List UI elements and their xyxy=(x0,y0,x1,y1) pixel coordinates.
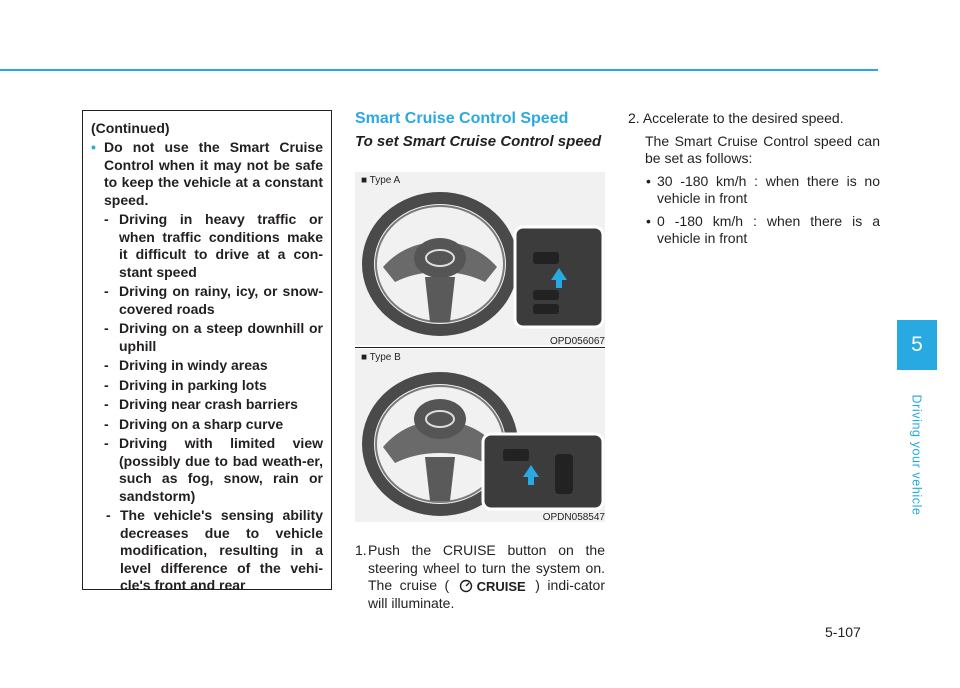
warning-item: - Driving with limited view (possibly due to bad weath-er, such as fog, snow, rain or sandstorm) xyxy=(104,435,323,504)
warning-item-text: Driving on rainy, icy, or snow-covered roads xyxy=(119,283,323,317)
warning-item-text: The vehicle's sensing ability decreases due to vehicle modification, resulting in a level difference of the vehi-cle's front and rear xyxy=(120,507,323,593)
chapter-side-title xyxy=(897,380,937,530)
warning-item-text: Driving in parking lots xyxy=(119,376,267,393)
step-1-text-before: Push the CRUISE button on the steering wheel to turn the system on. The cruise ( xyxy=(368,542,605,593)
bullet-dot-icon: • xyxy=(91,139,96,155)
step-2-text: Accelerate to the desired speed. xyxy=(642,110,844,126)
warning-item: - Driving on a steep downhill or uphill xyxy=(104,320,323,354)
cruise-indicator-label: CRUISE xyxy=(476,578,526,594)
figure-code: OPDN058547 xyxy=(542,512,605,523)
section-heading: Smart Cruise Control Speed xyxy=(355,110,569,127)
step-2 xyxy=(628,110,880,248)
chapter-title: Driving your vehicle xyxy=(910,394,925,516)
warning-item: - Driving in heavy traffic or when traffic conditions make it difficult to drive at a con-stant speed xyxy=(104,211,323,280)
figure-code: OPD056067 xyxy=(549,336,605,347)
speedometer-icon xyxy=(459,579,473,593)
chapter-tab xyxy=(897,320,937,370)
warning-bullet xyxy=(91,139,323,209)
figure-label: ■ Type B xyxy=(361,352,401,363)
speed-range-text: 30 -180 km/h : when there is no vehicle in front xyxy=(657,172,880,206)
warning-item: - Driving near crash barriers xyxy=(104,396,298,412)
figure-divider xyxy=(355,347,605,348)
warning-item: - The vehicle's sensing ability decreases due to vehicle modification, resulting in a level difference of the vehi-cle's front and rear xyxy=(106,507,323,593)
steering-wheel-figure-b xyxy=(355,349,605,522)
step-1-text-after: ) indi-cator will illuminate. xyxy=(368,577,606,612)
step-2-paragraph: The Smart Cruise Control speed can be set as follows: xyxy=(645,132,880,166)
warning-item-text: Driving on a steep downhill or uphill xyxy=(119,320,323,354)
speed-range-item: • 30 -180 km/h : when there is no vehicle in front xyxy=(646,172,880,206)
warning-continued: (Continued) xyxy=(91,120,170,136)
steering-wheel-a-illustration xyxy=(355,172,605,345)
warning-item-text: Driving on a sharp curve xyxy=(119,415,284,432)
cruise-indicator-icon xyxy=(459,578,526,596)
warning-item: - Driving in parking lots xyxy=(104,376,267,393)
section-subheading: To set Smart Cruise Control speed xyxy=(355,133,602,150)
warning-item-text: Driving near crash barriers xyxy=(119,396,298,412)
page-number: 5-107 xyxy=(825,624,861,640)
steering-wheel-figure-a xyxy=(355,172,605,345)
step-number: 1. xyxy=(355,542,367,558)
chapter-number: 5 xyxy=(911,333,923,356)
warning-item-text: Driving in heavy traffic or when traffic conditions make it difficult to drive at a con-stant speed xyxy=(119,211,323,280)
warning-box xyxy=(82,110,332,593)
step-number: 2. xyxy=(628,110,640,126)
warning-item-text: Driving in windy areas xyxy=(119,357,268,373)
figure-label: ■ Type A xyxy=(361,175,401,186)
speed-range-text: 0 -180 km/h : when there is a vehicle in front xyxy=(657,212,880,246)
speed-range-item: • 0 -180 km/h : when there is a vehicle in front xyxy=(646,212,880,246)
step-1 xyxy=(355,542,605,613)
warning-item: - Driving in windy areas xyxy=(104,357,268,373)
warning-bullet-text: Do not use the Smart Cruise Control when it may not be safe to keep the vehicle at a constant speed. xyxy=(104,139,323,208)
steering-wheel-b-illustration xyxy=(355,349,605,522)
warning-item: - Driving on a sharp curve xyxy=(104,415,284,432)
warning-item-text: Driving with limited view (possibly due to bad weath-er, such as fog, snow, rain or sandstorm) xyxy=(119,435,323,504)
warning-item: - Driving on rainy, icy, or snow-covered roads xyxy=(104,283,323,317)
header-rule xyxy=(0,69,878,71)
